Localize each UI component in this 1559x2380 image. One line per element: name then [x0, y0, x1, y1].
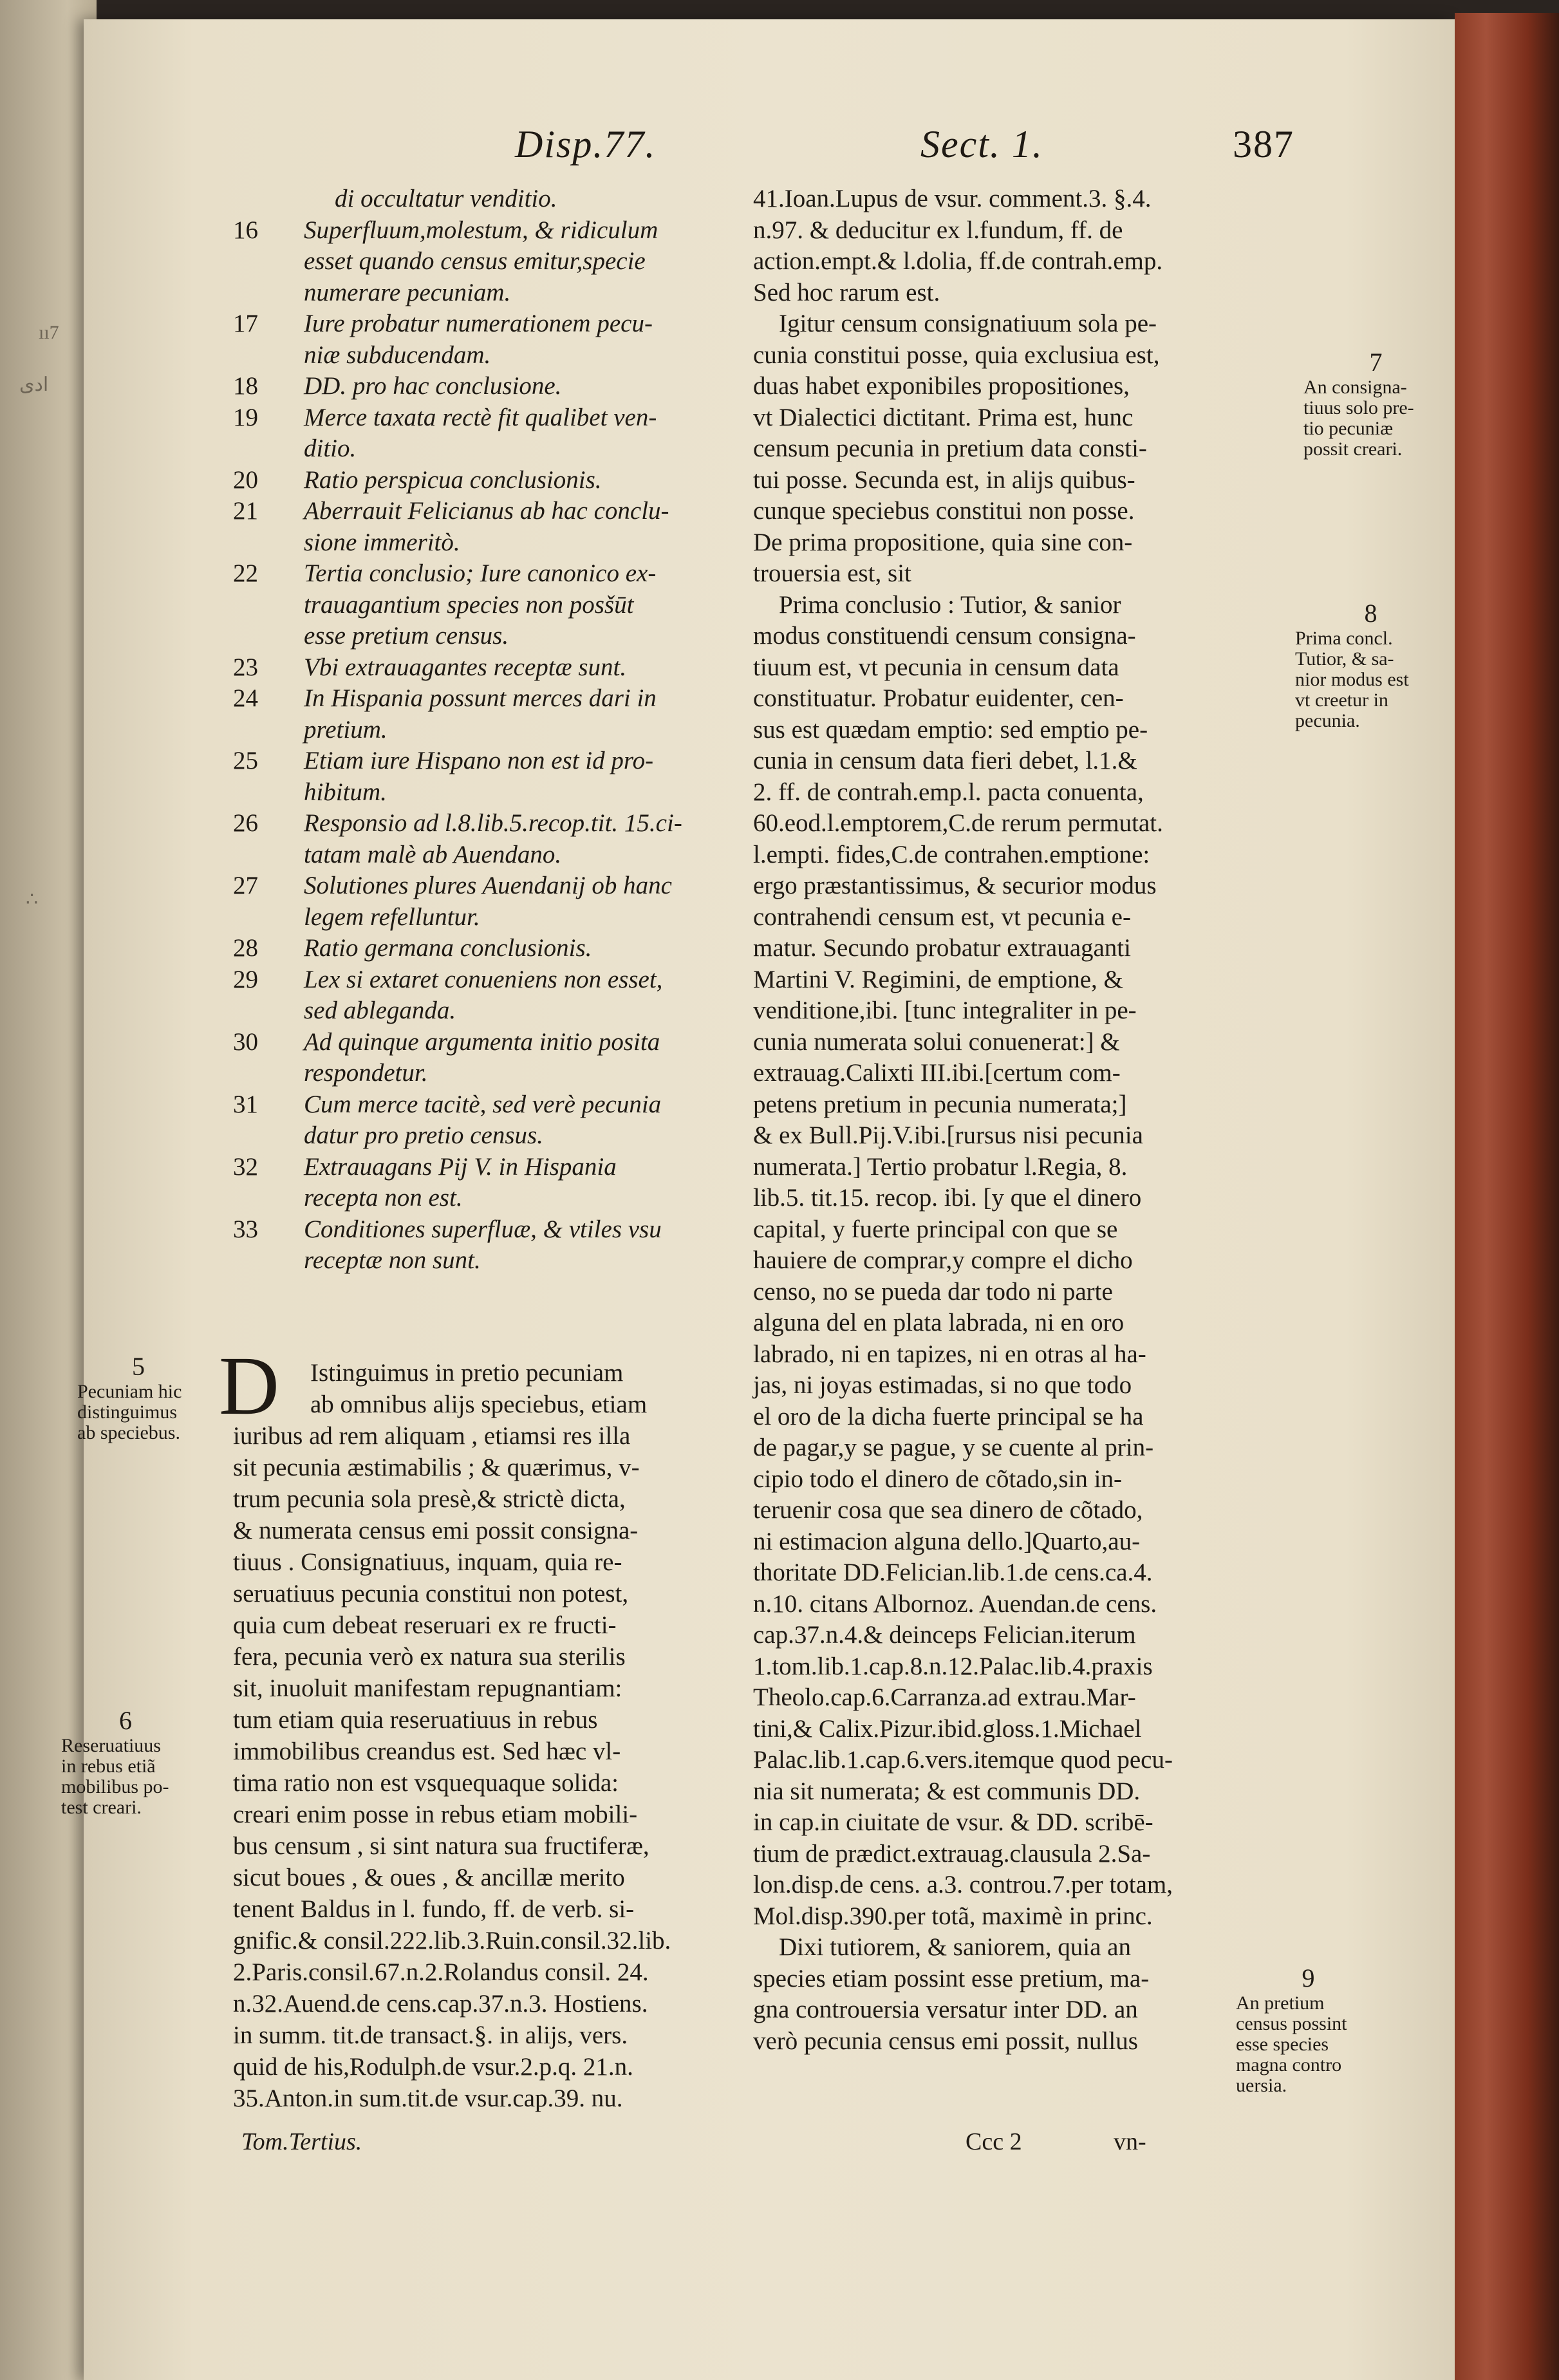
text-line: cipio todo el dinero de cõtado,sin in- [753, 1465, 1122, 1493]
margin-note-line: Prima concl. [1295, 628, 1393, 649]
margin-note-line: Reseruatiuus [61, 1735, 161, 1756]
text-line: labrado, ni en tapizes, ni en otras al ha- [753, 1340, 1146, 1368]
text-line: de pagar,y se pague, y se cuente al prin- [753, 1434, 1154, 1461]
margin-note-5 [77, 1352, 200, 1443]
margin-note-line: tio pecuniæ [1303, 418, 1394, 439]
footer-volume: Tom.Tertius. [241, 2128, 362, 2155]
index-entry-line [233, 964, 748, 996]
index-entry-line [233, 465, 748, 496]
index-entry-number: 33 [233, 1215, 258, 1243]
text-line: vt Dialectici dictitant. Prima est, hunc [753, 403, 1134, 431]
index-entry-line [233, 715, 748, 746]
index-entry-line [233, 1120, 748, 1152]
margin-note-line: esse species [1236, 2034, 1329, 2055]
margin-note-line: tiuus solo pre- [1303, 397, 1414, 418]
index-entry-number: 19 [233, 403, 258, 431]
margin-note-line: ab speciebus. [77, 1422, 180, 1443]
text-line: bus censum , si sint natura sua fructiferæ, [233, 1832, 649, 1860]
text-line: Dixi tutiorem, & saniorem, quia an [779, 1933, 1131, 1961]
margin-note-line: An consigna- [1303, 377, 1407, 398]
margin-note-number: 8 [1364, 599, 1377, 628]
index-entry-text: trauagantium species non posšūt [304, 590, 634, 619]
text-line: censo, no se pueda dar todo ni parte [753, 1277, 1113, 1306]
text-line: cap.37.n.4.& deinceps Felician.iterum [753, 1621, 1136, 1649]
text-line: lib.5. tit.15. recop. ibi. [y que el dinero [753, 1184, 1142, 1212]
running-header-section: Sect. 1. [920, 123, 1043, 165]
text-line: sus est quædam emptio: sed emptio pe- [753, 715, 1148, 744]
margin-note-6 [61, 1706, 190, 1818]
index-entry-text: sed ableganda. [304, 997, 456, 1024]
text-line: cunia numerata solui conuenerat:] & [753, 1027, 1120, 1056]
index-entry-text: Ad quinque argumenta initio posita [304, 1027, 660, 1056]
drop-cap: D [219, 1340, 279, 1432]
index-entry-line [233, 995, 748, 1027]
text-line: numerata.] Tertio probatur l.Regia, 8. [753, 1152, 1128, 1181]
bleed-through-mark: ادى [19, 374, 49, 395]
text-line: Prima conclusio : Tutior, & sanior [779, 590, 1121, 619]
index-entry-text: hibitum. [304, 778, 387, 806]
text-line: matur. Secundo probatur extrauaganti [753, 934, 1131, 962]
margin-note-number: 7 [1369, 348, 1383, 377]
index-entry-text: In Hispania possunt merces dari in [304, 684, 657, 712]
index-entry-number: 30 [233, 1027, 258, 1056]
index-entry-text: Extrauagans Pij V. in Hispania [304, 1152, 617, 1181]
text-line: tini,& Calix.Pizur.ibid.gloss.1.Michael [753, 1714, 1142, 1743]
text-line: immobilibus creandus est. Sed hæc vl- [233, 1738, 621, 1765]
index-entry-text: pretium. [304, 715, 387, 744]
index-entry-number: 20 [233, 465, 258, 494]
index-entry-line [233, 1152, 748, 1183]
text-line: 60.eod.l.emptorem,C.de rerum permutat. [753, 809, 1163, 837]
text-line: Istinguimus in pretio pecuniam [310, 1359, 624, 1387]
index-entry-number: 22 [233, 559, 258, 587]
margin-note-line: distinguimus [77, 1401, 178, 1423]
bleed-through-mark: ∴ [26, 889, 39, 910]
index-entry-line [233, 621, 748, 652]
index-entry-text: esse pretium census. [304, 622, 509, 650]
margin-note-line: possit creari. [1303, 438, 1403, 460]
text-line: Igitur censum consignatiuum sola pe- [779, 310, 1157, 337]
margin-note-number: 6 [119, 1706, 132, 1735]
summary-index [233, 183, 748, 1277]
index-entry-number: 21 [233, 497, 258, 525]
text-line: 35.Anton.in sum.tit.de vsur.cap.39. nu. [233, 2085, 623, 2112]
index-entry-number: 18 [233, 372, 258, 400]
index-entry-text: Responsio ad l.8.lib.5.recop.tit. 15.ci- [304, 809, 682, 837]
text-line: nia sit numerata; & est communis DD. [753, 1777, 1141, 1805]
text-line: cunque speciebus constitui non posse. [753, 497, 1135, 525]
text-line: n.97. & deducitur ex l.fundum, ff. de [753, 216, 1123, 244]
index-entry-text: Ratio perspicua conclusionis. [304, 465, 602, 494]
index-entry-text: Vbi extrauagantes receptæ sunt. [304, 653, 627, 681]
right-body-text [753, 183, 1294, 2057]
text-line: teruenir cosa que sea dinero de cõtado, [753, 1496, 1143, 1524]
text-line: trum pecunia sola presè,& strictè dicta, [233, 1485, 626, 1513]
text-line: & numerata census emi possit consigna- [233, 1517, 639, 1544]
index-entry-line [233, 652, 748, 684]
index-entry-text: respondetur. [304, 1059, 428, 1087]
index-entry-line [233, 340, 748, 371]
text-line: trouersia est, sit [753, 559, 911, 587]
index-entry-text: datur pro pretio census. [304, 1121, 543, 1149]
left-body-text [233, 1357, 671, 2114]
text-line: constituatur. Probatur euidenter, cen- [753, 684, 1124, 712]
index-entry-line [233, 215, 748, 247]
text-line: venditione,ibi. [tunc integraliter in pe- [753, 997, 1137, 1024]
index-entry-line [233, 870, 748, 902]
index-entry-line [233, 1214, 748, 1246]
index-entry-line [233, 902, 748, 933]
text-line: tenent Baldus in l. fundo, ff. de verb. si- [233, 1895, 635, 1923]
index-entry-line [233, 371, 748, 402]
index-entry-line [233, 683, 748, 715]
text-line: ni estimacion alguna dello.]Quarto,au- [753, 1527, 1141, 1555]
page-number: 387 [1233, 123, 1294, 165]
index-entry-number: 26 [233, 809, 258, 837]
text-line: iuribus ad rem aliquam , etiamsi res illa [233, 1422, 631, 1450]
text-line: cunia in censum data fieri debet, l.1.& [753, 747, 1137, 774]
text-line: gna controuersia versatur inter DD. an [753, 1996, 1138, 2023]
previous-page-edge [0, 0, 97, 2380]
text-line: tiuum est, vt pecunia in censum data [753, 653, 1119, 681]
index-entry-line [233, 808, 748, 839]
index-entry-text: niæ subducendam. [304, 341, 491, 369]
index-entry-text: numerare pecuniam. [304, 278, 511, 306]
index-entry-text: sione immeritò. [304, 528, 460, 556]
text-line: extrauag.Calixti III.ibi.[certum com- [753, 1059, 1121, 1087]
text-line: sicut boues , & oues , & ancillæ merito [233, 1864, 625, 1891]
text-line: gnific.& consil.222.lib.3.Ruin.consil.32.lib. [233, 1927, 671, 1954]
margin-note-line: pecunia. [1295, 710, 1360, 731]
margin-note-line: test creari. [61, 1797, 142, 1818]
text-line: l.empti. fides,C.de contrahen.emptione: [753, 840, 1150, 868]
margin-note-line: Pecuniam hic [77, 1381, 182, 1402]
text-line: 1.tom.lib.1.cap.8.n.12.Palac.lib.4.praxis [753, 1652, 1153, 1680]
index-entry-number: 29 [233, 965, 258, 993]
margin-note-7 [1303, 348, 1448, 460]
text-line: ergo præstantissimus, & securior modus [753, 872, 1157, 899]
index-entry-text: Merce taxata rectè fit qualibet ven- [304, 403, 657, 431]
text-line: jas, ni joyas estimadas, si no que todo [753, 1371, 1132, 1399]
text-line: sit pecunia æstimabilis ; & quærimus, v- [233, 1454, 640, 1481]
margin-note-number: 9 [1302, 1963, 1315, 1992]
index-entry-line [233, 777, 748, 809]
margin-note-line: vt creetur in [1295, 689, 1388, 711]
text-line: duas habet exponibiles propositiones, [753, 372, 1130, 400]
text-line: ab omnibus alijs speciebus, etiam [310, 1391, 648, 1418]
margin-note-line: census possint [1236, 2013, 1347, 2034]
bleed-through-mark: ıı7 [39, 322, 59, 343]
index-entry-line [233, 183, 748, 215]
text-line: tui posse. Secunda est, in alijs quibus- [753, 465, 1135, 494]
index-entry-text: tatam malè ab Auendano. [304, 840, 562, 868]
text-line: modus constituendi censum consigna- [753, 622, 1136, 650]
index-entry-line [233, 433, 748, 465]
page-edge-red [1455, 13, 1559, 2380]
text-line: alguna del en plata labrada, ni en oro [753, 1309, 1125, 1336]
text-line: n.32.Auend.de cens.cap.37.n.3. Hostiens. [233, 1990, 648, 2018]
index-entry-line [233, 402, 748, 434]
text-line: quid de his,Rodulph.de vsur.2.p.q. 21.n. [233, 2053, 633, 2081]
text-line: el oro de la dicha fuerte principal se ha [753, 1402, 1144, 1430]
margin-note-line: in rebus etiã [61, 1756, 156, 1777]
footer-catchword: vn- [1114, 2128, 1146, 2155]
index-entry-number: 31 [233, 1090, 258, 1118]
margin-note-line: nior modus est [1295, 669, 1409, 690]
text-line: quia cum debeat reseruari ex re fructi- [233, 1611, 617, 1639]
index-entry-text: di occultatur venditio. [335, 185, 557, 212]
text-line: 41.Ioan.Lupus de vsur. comment.3. §.4. [753, 185, 1152, 212]
text-line: verò pecunia census emi possit, nullus [753, 2027, 1138, 2055]
index-entry-text: esset quando census emitur,specie [304, 247, 646, 275]
index-entry-line [233, 1245, 748, 1277]
index-entry-text: ditio. [304, 435, 357, 462]
index-entry-text: Conditiones superfluæ, & vtiles vsu [304, 1215, 662, 1243]
footer-signature: Ccc 2 [966, 2128, 1022, 2155]
text-line: censum pecunia in pretium data consti- [753, 435, 1147, 462]
index-entry-text: Aberrauit Felicianus ab hac conclu- [304, 497, 669, 525]
margin-note-line: mobilibus po- [61, 1776, 169, 1797]
index-entry-line [233, 1089, 748, 1121]
text-line: 2.Paris.consil.67.n.2.Rolandus consil. 24. [233, 1958, 649, 1986]
text-line: n.10. citans Albornoz. Auendan.de cens. [753, 1589, 1157, 1618]
index-entry-line [233, 558, 748, 590]
text-line: action.empt.& l.dolia, ff.de contrah.emp. [753, 247, 1163, 275]
text-line: tima ratio non est vsquequaque solida: [233, 1769, 619, 1797]
index-entry-line [233, 527, 748, 559]
text-line: lon.disp.de cens. a.3. controu.7.per totam, [753, 1871, 1173, 1898]
text-line: De prima propositione, quia sine con- [753, 528, 1133, 556]
index-entry-number: 17 [233, 310, 258, 337]
index-entry-line [233, 246, 748, 277]
text-line: Palac.lib.1.cap.6.vers.itemque quod pecu- [753, 1746, 1173, 1774]
index-entry-text: Solutiones plures Auendanij ob hanc [304, 872, 672, 899]
text-line: cunia constitui posse, quia exclusiua est, [753, 341, 1160, 369]
index-entry-text: Tertia conclusio; Iure canonico ex- [304, 559, 657, 587]
text-line: species etiam possint esse pretium, ma- [753, 1964, 1150, 1992]
index-entry-line [233, 933, 748, 964]
text-line: & ex Bull.Pij.V.ibi.[rursus nisi pecunia [753, 1121, 1143, 1149]
index-entry-number: 16 [233, 216, 258, 244]
index-entry-line [233, 1183, 748, 1214]
text-line: tiuus . Consignatiuus, inquam, quia re- [233, 1548, 622, 1576]
index-entry-text: Etiam iure Hispano non est id pro- [304, 747, 654, 774]
index-entry-line [233, 839, 748, 871]
index-entry-number: 28 [233, 934, 258, 962]
text-line: capital, y fuerte principal con que se [753, 1215, 1118, 1243]
index-entry-line [233, 1058, 748, 1089]
text-line: creari enim posse in rebus etiam mobili- [233, 1801, 638, 1828]
text-line: sit, inuoluit manifestam repugnantiam: [233, 1674, 622, 1702]
index-entry-number: 23 [233, 653, 258, 681]
text-line: 2. ff. de contrah.emp.l. pacta conuenta, [753, 778, 1144, 806]
text-line: Mol.disp.390.per totã, maximè in princ. [753, 1902, 1153, 1930]
margin-note-line: Tutior, & sa- [1295, 648, 1394, 670]
index-entry-text: Lex si extaret conueniens non esset, [304, 965, 663, 993]
index-entry-text: legem refelluntur. [304, 903, 480, 931]
index-entry-number: 27 [233, 872, 258, 899]
text-line: seruatiuus pecunia constitui non potest, [233, 1580, 629, 1607]
text-line: tum etiam quia reseruatiuus in rebus [233, 1706, 598, 1734]
text-line: in summ. tit.de transact.§. in alijs, vers. [233, 2021, 628, 2049]
text-line: Theolo.cap.6.Carranza.ad extrau.Mar- [753, 1683, 1136, 1711]
index-entry-text: Ratio germana conclusionis. [304, 934, 592, 962]
index-entry-line [233, 590, 748, 621]
margin-note-line: magna contro [1236, 2054, 1342, 2075]
margin-note-line: An pretium [1236, 1992, 1325, 2014]
index-entry-number: 32 [233, 1152, 258, 1181]
index-entry-line [233, 277, 748, 309]
index-entry-line [233, 496, 748, 527]
text-line: Martini V. Regimini, de emptione, & [753, 965, 1123, 993]
text-line: thoritate DD.Felician.lib.1.de cens.ca.4. [753, 1559, 1153, 1586]
running-header-disputation: Disp.77. [515, 123, 657, 165]
index-entry-number: 25 [233, 747, 258, 774]
text-line: fera, pecunia verò ex natura sua sterilis [233, 1643, 626, 1671]
text-line: contrahendi censum est, vt pecunia e- [753, 903, 1131, 931]
text-line: petens pretium in pecunia numerata;] [753, 1090, 1127, 1118]
index-entry-text: Iure probatur numerationem pecu- [304, 310, 653, 337]
text-line: tium de prædict.extrauag.clausula 2.Sa- [753, 1839, 1151, 1868]
index-entry-text: receptæ non sunt. [304, 1246, 481, 1274]
index-entry-line [233, 745, 748, 777]
index-entry-number: 24 [233, 684, 258, 712]
index-entry-text: recepta non est. [304, 1184, 463, 1212]
index-entry-line [233, 308, 748, 340]
text-line: Sed hoc rarum est. [753, 278, 940, 306]
margin-note-8 [1295, 599, 1446, 731]
text-line: hauiere de comprar,y compre el dicho [753, 1246, 1133, 1274]
margin-note-9 [1236, 1963, 1381, 2096]
index-entry-line [233, 1027, 748, 1058]
index-entry-text: Cum merce tacitè, sed verè pecunia [304, 1090, 662, 1118]
margin-note-line: uersia. [1236, 2075, 1287, 2096]
index-entry-text: DD. pro hac conclusione. [304, 372, 562, 400]
text-line: in cap.in ciuitate de vsur. & DD. scribē- [753, 1808, 1153, 1836]
margin-note-number: 5 [132, 1352, 145, 1381]
index-entry-text: Superfluum,molestum, & ridiculum [304, 216, 658, 244]
